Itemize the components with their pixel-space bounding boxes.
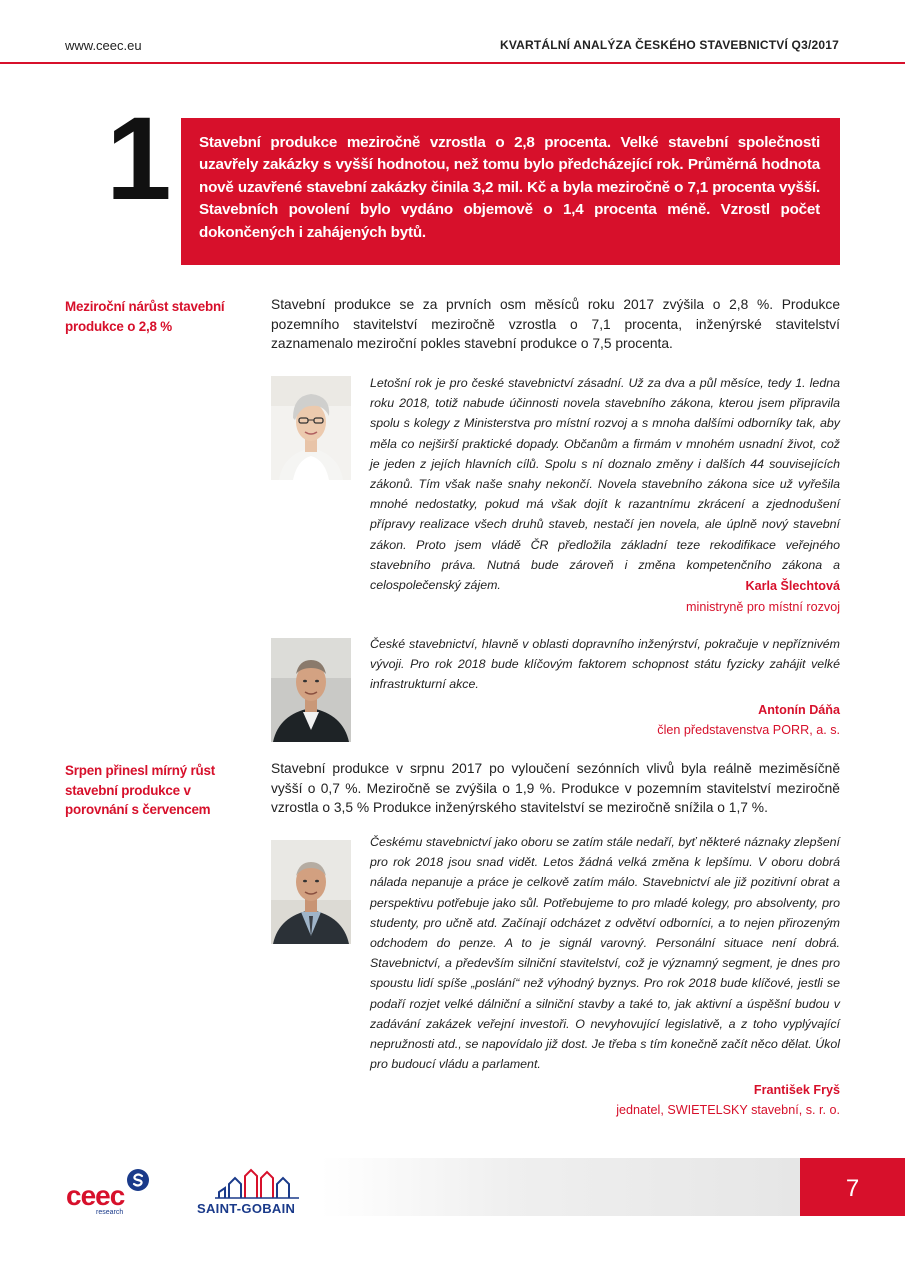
section-body-annual-growth: Stavební produkce se za prvních osm měsíců roku 2017 zvýšila o 2,8 %. Produkce pozemního stavitelství meziročně vzrostla o 7,1 procenta, inženýrské stavitelství zaznamenalo meziroční pokles stavební produkce o 7,5 procenta. — [271, 297, 840, 352]
ceec-logo-text: ceec — [66, 1180, 125, 1211]
chapter-summary-box — [181, 118, 840, 265]
report-title: KVARTÁLNÍ ANALÝZA ČESKÉHO STAVEBNICTVÍ Q3/2017 — [499, 38, 839, 52]
quote-text-frys: Českému stavebnictví jako oboru se zatím stále nedaří, byť některé náznaky zlepšení pro rok 2018 jsou snad vidět. Letos žádná velká změna k lepšímu. V oboru dobrá nálada nepanuje a práce je celkově zatím málo. Stavebnictví ale již pozitivní obrat a perspektivu potřebuje jako sůl. Potřebujeme to pro mladé kolegy, pro absolventy, pro studenty, pro učně atd. Začínají odcházet z odvětví odborníci, a to nejen přirozeným odchodem do penze. A to je signál varovný. Personální situace není dobrá. Stavebnictví, a především silniční stavitelství, což je významný segment, je dnes pro spoustu lidí spíše „poslání“ než výhodný byznys. Pro rok 2018 bude klíčové, jestli se podaří rozjet velké dálniční a silniční stavby a také to, jak aktivní a úspěšní budou v zadávání zakázek veřejní investoři. O nevyhovující legislativě, a z toho vyplývající nepružnosti atd., se napovídalo již dost. Je třeba s tím konečně začít něco dělat. Úkol pro budoucí vládu a parlament. — [370, 835, 840, 1072]
portrait-karla-slechtova — [271, 376, 351, 480]
quote-text-dana: České stavebnictví, hlavně v oblasti dopravního inženýrství, pokračuje v nepříznivém vývoji. Pro rok 2018 bude klíčovým faktorem schopnost státu fyzicky zahájit velké infrastrukturní akce. — [370, 637, 840, 692]
ceec-logo-subtext: research — [96, 1209, 124, 1216]
ceec-emblem-icon — [126, 1168, 150, 1192]
quote-role-slechtova: ministryně pro místní rozvoj — [686, 600, 840, 614]
quote-role-frys: jednatel, SWIETELSKY stavební, s. r. o. — [616, 1103, 840, 1117]
chapter-number: 1 — [106, 93, 172, 225]
section-heading-annual-growth: Meziroční nárůst stavební produkce o 2,8 % — [65, 299, 225, 334]
header-divider — [0, 62, 905, 64]
portrait-frantisek-frys — [271, 840, 351, 944]
saint-gobain-logo — [197, 1168, 317, 1218]
chapter-summary-text: Stavební produkce meziročně vzrostla o 2,8 procenta. Velké stavební společnosti uzavřely zakázky s vyšší hodnotou, než tomu bylo předcházející rok. Průměrná hodnota nově uzavřené stavební zakázky činila 3,2 mil. Kč a byla meziročně o 7,1 procenta vyšší. Stavebních povolení bylo vydáno objemově o 1,4 procenta méně. Vzrostl počet dokončených i zahájených bytů. — [199, 134, 820, 241]
quote-text-slechtova: Letošní rok je pro české stavebnictví zásadní. Už za dva a půl měsíce, tedy 1. ledna roku 2018, totiž nabude účinnosti novela stavebního zákona, kterou jsem připravila spolu s kolegy z Ministerstva pro místní rozvoj a s mnoha dalšími odborníky tak, aby měla co nejširší praktické dopady. Občanům a firmám v mnohém usnadní život, což je jeden z jejích hlavních cílů. Spolu s ní doznalo změny i dalších 44 souvisejících zákonů. Tím však naše snahy nekončí. Novela stavebního zákona sice už vyřešila mnohé nedostatky, pokud má však dojít k razantnímu zkrácení a zjednodušení přípravy realizace všech druhů staveb, nestačí jen novela, ale úplně nový stavební zákon. Proto jsem vládě ČR předložila základní teze rekodifikace veřejného stavebního práva. Nutná bude zároveň i změna kompetenčního zákona a celospolečenský zájem. — [370, 376, 840, 593]
saint-gobain-emblem-icon — [215, 1168, 299, 1200]
portrait-antonin-dana — [271, 638, 351, 742]
footer-band — [320, 1158, 800, 1216]
page-number: 7 — [800, 1158, 905, 1216]
ceec-logo — [66, 1168, 156, 1220]
quote-author-frys: František Fryš — [753, 1083, 840, 1097]
section-body-august-growth: Stavební produkce v srpnu 2017 po vyloučení sezónních vlivů byla reálně meziměsíčně vyšší o 0,7 %. Meziročně se zvýšila o 1,9 %. Produkce v pozemním stavitelství meziročně vzrostla o 3,5 % Produkce inženýrského stavitelství se meziročně snížila o 1,7 %. — [271, 761, 840, 816]
section-heading-august-growth: Srpen přinesl mírný růst stavební produkce v porovnání s červencem — [65, 763, 215, 818]
saint-gobain-logo-text: SAINT-GOBAIN — [197, 1201, 296, 1216]
website-url[interactable]: www.ceec.eu — [65, 38, 142, 53]
quote-author-slechtova: Karla Šlechtová — [745, 579, 840, 593]
quote-author-dana: Antonín Dáňa — [758, 703, 840, 717]
quote-role-dana: člen představenstva PORR, a. s. — [657, 723, 840, 737]
